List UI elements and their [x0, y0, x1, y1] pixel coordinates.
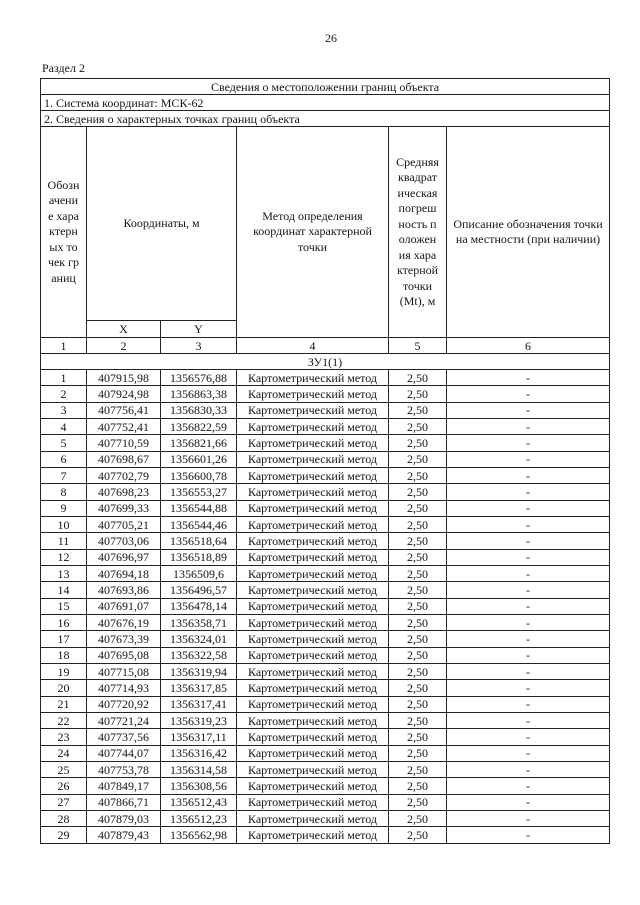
method-cell: Картометрический метод	[237, 729, 389, 745]
method-cell: Картометрический метод	[237, 582, 389, 598]
parcel-row	[41, 354, 610, 370]
table-row	[41, 663, 610, 679]
table-row	[41, 680, 610, 696]
accuracy-cell: 2,50	[389, 729, 447, 745]
table-row	[41, 565, 610, 581]
table-row	[41, 484, 610, 500]
description-cell: -	[447, 533, 610, 549]
description-cell: -	[447, 794, 610, 810]
x-coordinate-cell: 407752,41	[87, 418, 161, 434]
x-coordinate-cell: 407695,08	[87, 647, 161, 663]
point-number-cell: 12	[41, 549, 87, 565]
method-cell: Картометрический метод	[237, 696, 389, 712]
accuracy-cell: 2,50	[389, 435, 447, 451]
point-number-cell: 11	[41, 533, 87, 549]
table-row	[41, 418, 610, 434]
y-coordinate-cell: 1356544,46	[161, 516, 237, 532]
x-coordinate-cell: 407720,92	[87, 696, 161, 712]
description-cell: -	[447, 402, 610, 418]
x-coordinate-cell: 407849,17	[87, 778, 161, 794]
point-number-cell: 15	[41, 598, 87, 614]
x-coordinate-cell: 407693,86	[87, 582, 161, 598]
x-coordinate-cell: 407866,71	[87, 794, 161, 810]
table-row	[41, 386, 610, 402]
x-coordinate-cell: 407879,03	[87, 810, 161, 826]
point-number-cell: 18	[41, 647, 87, 663]
header-accuracy: Средняя квадратическая погрешность положения характерной точки (Mt), м	[389, 127, 447, 338]
point-number-cell: 22	[41, 712, 87, 728]
y-coordinate-cell: 1356518,64	[161, 533, 237, 549]
x-coordinate-cell: 407705,21	[87, 516, 161, 532]
x-coordinate-cell: 407737,56	[87, 729, 161, 745]
point-number-cell: 9	[41, 500, 87, 516]
description-cell: -	[447, 435, 610, 451]
method-cell: Картометрический метод	[237, 827, 389, 843]
x-coordinate-cell: 407699,33	[87, 500, 161, 516]
method-cell: Картометрический метод	[237, 516, 389, 532]
point-number-cell: 27	[41, 794, 87, 810]
point-number-cell: 14	[41, 582, 87, 598]
method-cell: Картометрический метод	[237, 565, 389, 581]
y-coordinate-cell: 1356822,59	[161, 418, 237, 434]
description-cell: -	[447, 500, 610, 516]
table-row	[41, 435, 610, 451]
accuracy-cell: 2,50	[389, 827, 447, 843]
accuracy-cell: 2,50	[389, 794, 447, 810]
accuracy-cell: 2,50	[389, 582, 447, 598]
y-coordinate-cell: 1356316,42	[161, 745, 237, 761]
table-row	[41, 794, 610, 810]
point-number-cell: 19	[41, 663, 87, 679]
y-coordinate-cell: 1356553,27	[161, 484, 237, 500]
y-coordinate-cell: 1356518,89	[161, 549, 237, 565]
accuracy-cell: 2,50	[389, 631, 447, 647]
point-number-cell: 7	[41, 467, 87, 483]
point-number-cell: 8	[41, 484, 87, 500]
y-coordinate-cell: 1356317,11	[161, 729, 237, 745]
y-coordinate-cell: 1356821,66	[161, 435, 237, 451]
description-cell: -	[447, 451, 610, 467]
description-cell: -	[447, 614, 610, 630]
accuracy-cell: 2,50	[389, 451, 447, 467]
table-row	[41, 729, 610, 745]
x-coordinate-cell: 407721,24	[87, 712, 161, 728]
accuracy-cell: 2,50	[389, 565, 447, 581]
header-method: Метод определения координат характерной точки	[237, 127, 389, 338]
point-number-cell: 20	[41, 680, 87, 696]
description-cell: -	[447, 827, 610, 843]
table-row	[41, 778, 610, 794]
y-coordinate-cell: 1356512,43	[161, 794, 237, 810]
method-cell: Картометрический метод	[237, 778, 389, 794]
method-cell: Картометрический метод	[237, 484, 389, 500]
table-row	[41, 598, 610, 614]
column-number: 5	[389, 338, 447, 354]
description-cell: -	[447, 663, 610, 679]
x-coordinate-cell: 407694,18	[87, 565, 161, 581]
x-coordinate-cell: 407924,98	[87, 386, 161, 402]
description-cell: -	[447, 467, 610, 483]
y-coordinate-cell: 1356600,78	[161, 467, 237, 483]
table-row	[41, 647, 610, 663]
method-cell: Картометрический метод	[237, 386, 389, 402]
table-title: Сведения о местоположении границ объекта	[41, 79, 610, 95]
x-coordinate-cell: 407696,97	[87, 549, 161, 565]
y-coordinate-cell: 1356317,85	[161, 680, 237, 696]
accuracy-cell: 2,50	[389, 712, 447, 728]
accuracy-cell: 2,50	[389, 614, 447, 630]
method-cell: Картометрический метод	[237, 435, 389, 451]
description-cell: -	[447, 745, 610, 761]
table-row	[41, 827, 610, 843]
description-cell: -	[447, 549, 610, 565]
method-cell: Картометрический метод	[237, 467, 389, 483]
method-cell: Картометрический метод	[237, 794, 389, 810]
method-cell: Картометрический метод	[237, 402, 389, 418]
point-number-cell: 28	[41, 810, 87, 826]
accuracy-cell: 2,50	[389, 663, 447, 679]
y-coordinate-cell: 1356576,88	[161, 370, 237, 386]
table-row	[41, 402, 610, 418]
accuracy-cell: 2,50	[389, 516, 447, 532]
y-coordinate-cell: 1356863,38	[161, 386, 237, 402]
y-coordinate-cell: 1356358,71	[161, 614, 237, 630]
x-coordinate-cell: 407702,79	[87, 467, 161, 483]
column-number: 3	[161, 338, 237, 354]
column-number: 1	[41, 338, 87, 354]
y-coordinate-cell: 1356317,41	[161, 696, 237, 712]
x-coordinate-cell: 407698,23	[87, 484, 161, 500]
table-row	[41, 467, 610, 483]
accuracy-cell: 2,50	[389, 745, 447, 761]
point-number-cell: 2	[41, 386, 87, 402]
boundary-points-table	[40, 78, 610, 844]
description-cell: -	[447, 582, 610, 598]
x-coordinate-cell: 407744,07	[87, 745, 161, 761]
header-coordinates: Координаты, м	[87, 127, 237, 321]
table-row	[41, 712, 610, 728]
column-number: 4	[237, 338, 389, 354]
header-description: Описание обозначения точки на местности (при наличии)	[447, 127, 610, 338]
accuracy-cell: 2,50	[389, 484, 447, 500]
x-coordinate-cell: 407710,59	[87, 435, 161, 451]
method-cell: Картометрический метод	[237, 598, 389, 614]
point-number-cell: 3	[41, 402, 87, 418]
y-coordinate-cell: 1356314,58	[161, 761, 237, 777]
table-row	[41, 631, 610, 647]
method-cell: Картометрический метод	[237, 614, 389, 630]
table-row	[41, 614, 610, 630]
accuracy-cell: 2,50	[389, 500, 447, 516]
y-coordinate-cell: 1356512,23	[161, 810, 237, 826]
x-coordinate-cell: 407714,93	[87, 680, 161, 696]
method-cell: Картометрический метод	[237, 745, 389, 761]
y-coordinate-cell: 1356324,01	[161, 631, 237, 647]
table-row	[41, 451, 610, 467]
method-cell: Картометрический метод	[237, 370, 389, 386]
point-number-cell: 4	[41, 418, 87, 434]
point-number-cell: 5	[41, 435, 87, 451]
table-row	[41, 696, 610, 712]
point-number-cell: 10	[41, 516, 87, 532]
point-number-cell: 26	[41, 778, 87, 794]
description-cell: -	[447, 696, 610, 712]
point-number-cell: 23	[41, 729, 87, 745]
header-row	[41, 127, 610, 321]
header-designation: Обозначение характерных точек границ	[41, 127, 87, 338]
description-cell: -	[447, 810, 610, 826]
method-cell: Картометрический метод	[237, 533, 389, 549]
method-cell: Картометрический метод	[237, 631, 389, 647]
table-row	[41, 500, 610, 516]
section-label: Раздел 2	[42, 61, 85, 75]
header-x: X	[87, 321, 161, 338]
table-row	[41, 582, 610, 598]
y-coordinate-cell: 1356319,23	[161, 712, 237, 728]
description-cell: -	[447, 565, 610, 581]
accuracy-cell: 2,50	[389, 370, 447, 386]
point-number-cell: 24	[41, 745, 87, 761]
method-cell: Картометрический метод	[237, 761, 389, 777]
y-coordinate-cell: 1356308,56	[161, 778, 237, 794]
accuracy-cell: 2,50	[389, 598, 447, 614]
accuracy-cell: 2,50	[389, 696, 447, 712]
x-coordinate-cell: 407698,67	[87, 451, 161, 467]
method-cell: Картометрический метод	[237, 712, 389, 728]
x-coordinate-cell: 407673,39	[87, 631, 161, 647]
accuracy-cell: 2,50	[389, 533, 447, 549]
y-coordinate-cell: 1356322,58	[161, 647, 237, 663]
parcel-label: ЗУ1(1)	[41, 354, 610, 370]
method-cell: Картометрический метод	[237, 500, 389, 516]
table-row	[41, 761, 610, 777]
x-coordinate-cell: 407915,98	[87, 370, 161, 386]
description-cell: -	[447, 729, 610, 745]
column-number: 6	[447, 338, 610, 354]
points-heading-row	[41, 111, 610, 127]
table-row	[41, 810, 610, 826]
y-coordinate-cell: 1356544,88	[161, 500, 237, 516]
table-row	[41, 745, 610, 761]
method-cell: Картометрический метод	[237, 680, 389, 696]
point-number-cell: 21	[41, 696, 87, 712]
table-row	[41, 370, 610, 386]
table-row	[41, 533, 610, 549]
accuracy-cell: 2,50	[389, 810, 447, 826]
method-cell: Картометрический метод	[237, 647, 389, 663]
y-coordinate-cell: 1356830,33	[161, 402, 237, 418]
description-cell: -	[447, 418, 610, 434]
table-title-row	[41, 79, 610, 95]
description-cell: -	[447, 680, 610, 696]
x-coordinate-cell: 407703,06	[87, 533, 161, 549]
y-coordinate-cell: 1356478,14	[161, 598, 237, 614]
description-cell: -	[447, 598, 610, 614]
point-number-cell: 1	[41, 370, 87, 386]
description-cell: -	[447, 370, 610, 386]
description-cell: -	[447, 386, 610, 402]
accuracy-cell: 2,50	[389, 418, 447, 434]
description-cell: -	[447, 484, 610, 500]
x-coordinate-cell: 407753,78	[87, 761, 161, 777]
accuracy-cell: 2,50	[389, 549, 447, 565]
coord-system-row	[41, 95, 610, 111]
x-coordinate-cell: 407715,08	[87, 663, 161, 679]
method-cell: Картометрический метод	[237, 663, 389, 679]
accuracy-cell: 2,50	[389, 386, 447, 402]
points-heading: 2. Сведения о характерных точках границ объекта	[41, 111, 610, 127]
accuracy-cell: 2,50	[389, 402, 447, 418]
x-coordinate-cell: 407756,41	[87, 402, 161, 418]
point-number-cell: 29	[41, 827, 87, 843]
x-coordinate-cell: 407691,07	[87, 598, 161, 614]
point-number-cell: 13	[41, 565, 87, 581]
accuracy-cell: 2,50	[389, 467, 447, 483]
table-row	[41, 516, 610, 532]
accuracy-cell: 2,50	[389, 680, 447, 696]
x-coordinate-cell: 407879,43	[87, 827, 161, 843]
y-coordinate-cell: 1356319,94	[161, 663, 237, 679]
description-cell: -	[447, 712, 610, 728]
x-coordinate-cell: 407676,19	[87, 614, 161, 630]
point-number-cell: 17	[41, 631, 87, 647]
column-number-row	[41, 338, 610, 354]
point-number-cell: 16	[41, 614, 87, 630]
description-cell: -	[447, 647, 610, 663]
y-coordinate-cell: 1356562,98	[161, 827, 237, 843]
coord-system-label: 1. Система координат: МСК-62	[41, 95, 610, 111]
table-row	[41, 549, 610, 565]
method-cell: Картометрический метод	[237, 418, 389, 434]
y-coordinate-cell: 1356601,26	[161, 451, 237, 467]
column-number: 2	[87, 338, 161, 354]
accuracy-cell: 2,50	[389, 761, 447, 777]
accuracy-cell: 2,50	[389, 778, 447, 794]
y-coordinate-cell: 1356509,6	[161, 565, 237, 581]
point-number-cell: 6	[41, 451, 87, 467]
y-coordinate-cell: 1356496,57	[161, 582, 237, 598]
description-cell: -	[447, 761, 610, 777]
point-number-cell: 25	[41, 761, 87, 777]
page-number: 26	[325, 31, 337, 45]
method-cell: Картометрический метод	[237, 810, 389, 826]
header-y: Y	[161, 321, 237, 338]
description-cell: -	[447, 778, 610, 794]
accuracy-cell: 2,50	[389, 647, 447, 663]
method-cell: Картометрический метод	[237, 549, 389, 565]
description-cell: -	[447, 631, 610, 647]
description-cell: -	[447, 516, 610, 532]
method-cell: Картометрический метод	[237, 451, 389, 467]
